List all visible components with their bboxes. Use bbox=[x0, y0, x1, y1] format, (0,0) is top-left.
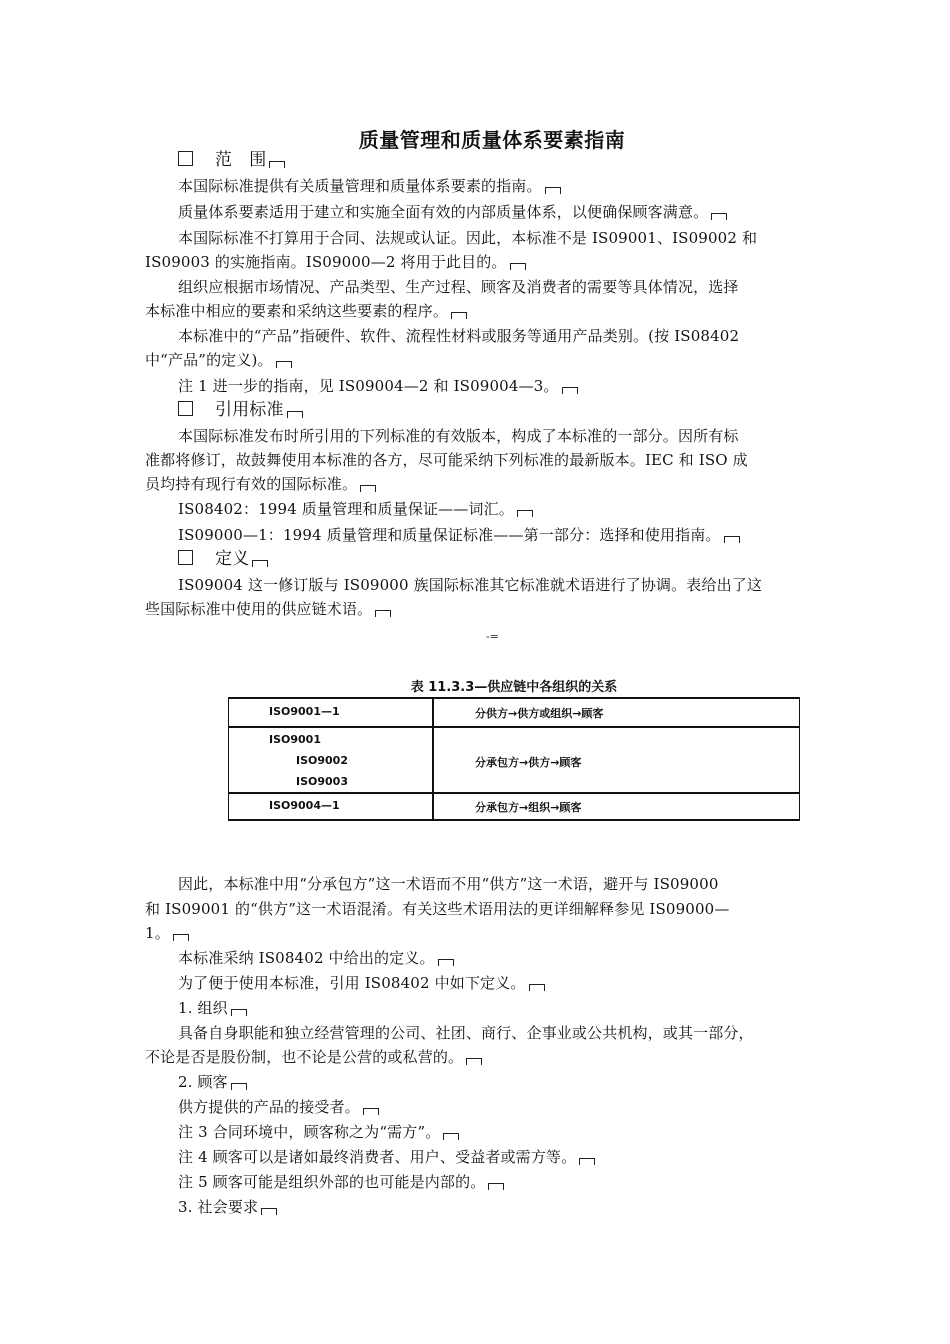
table-cell-standard: ISO9001 bbox=[269, 733, 321, 746]
paragraph: 因此，本标准中用“分承包方”这一术语而不用“供方”这一术语，避开与 IS09000 bbox=[178, 875, 719, 893]
return-mark-icon bbox=[231, 1083, 247, 1090]
paragraph: 本国际标准提供有关质量管理和质量体系要素的指南。 bbox=[178, 174, 848, 198]
return-mark-icon bbox=[360, 485, 376, 492]
row-divider bbox=[229, 726, 799, 728]
return-mark-icon bbox=[231, 1009, 247, 1016]
return-mark-icon bbox=[252, 560, 268, 567]
paragraph-continuation: 和 IS09001 的“供方”这一术语混淆。有关这些术语用法的更详细解释参见 IS09000— bbox=[145, 900, 730, 918]
paragraph: 质量体系要素适用于建立和实施全面有效的内部质量体系，以便确保顾客满意。 bbox=[178, 200, 848, 224]
return-mark-icon bbox=[517, 510, 533, 517]
paragraph-continuation: IS09003 的实施指南。IS09000—2 将用于此目的。 bbox=[145, 250, 815, 274]
section-heading-references: 引用标准 bbox=[178, 398, 848, 422]
return-mark-icon bbox=[269, 161, 285, 168]
paragraph: 供方提供的产品的接受者。 bbox=[178, 1095, 848, 1119]
table-cell-standard: ISO9002 bbox=[296, 754, 348, 767]
return-mark-icon bbox=[173, 934, 189, 941]
paragraph: 本国际标准不打算用于合同、法规或认证。因此，本标准不是 IS09001、IS09002 和 bbox=[178, 229, 758, 247]
paragraph: 具备自身职能和独立经营管理的公司、社团、商行、企事业或公共机构，或其一部分， bbox=[178, 1024, 754, 1042]
section-heading-scope: 范 围 bbox=[178, 148, 848, 172]
checkbox-icon bbox=[178, 151, 193, 166]
paragraph-continuation: 些国际标准中使用的供应链术语。 bbox=[145, 597, 815, 621]
paragraph: 为了便于使用本标准，引用 IS08402 中如下定义。 bbox=[178, 971, 848, 995]
definition-term: 1. 组织 bbox=[178, 996, 848, 1020]
row-divider bbox=[229, 792, 799, 794]
paragraph-continuation: 1。 bbox=[145, 921, 815, 945]
paragraph-continuation: 员均持有现行有效的国际标准。 bbox=[145, 472, 815, 496]
checkbox-icon bbox=[178, 550, 193, 565]
page-title: 质量管理和质量体系要素指南 bbox=[358, 128, 626, 152]
checkbox-icon bbox=[178, 401, 193, 416]
return-mark-icon bbox=[443, 1133, 459, 1140]
table-cell-standard: ISO9004—1 bbox=[269, 799, 340, 812]
return-mark-icon bbox=[510, 263, 526, 270]
table-cell-chain: 分承包方→供方→顾客 bbox=[475, 756, 582, 769]
paragraph-continuation: 本标准中相应的要素和采纳这些要素的程序。 bbox=[145, 299, 815, 323]
return-mark-icon bbox=[287, 411, 303, 418]
reference-item: IS08402：1994 质量管理和质量保证——词汇。 bbox=[178, 497, 848, 521]
definition-term: 2. 顾客 bbox=[178, 1070, 848, 1094]
table-caption: 表 11.3.3—供应链中各组织的关系 bbox=[410, 680, 618, 695]
supply-chain-table bbox=[228, 697, 800, 821]
note: 注 5 顾客可能是组织外部的也可能是内部的。 bbox=[178, 1170, 848, 1194]
paragraph: 本国际标准发布时所引用的下列标准的有效版本，构成了本标准的一部分。因所有标 bbox=[178, 427, 739, 445]
stray-mark: -= bbox=[486, 630, 499, 643]
return-mark-icon bbox=[545, 187, 561, 194]
return-mark-icon bbox=[529, 984, 545, 991]
paragraph: 本标准中的“产品”指硬件、软件、流程性材料或服务等通用产品类别。(按 IS08402 bbox=[178, 327, 740, 345]
paragraph: IS09004 这一修订版与 IS09000 族国际标准其它标准就术语进行了协调。表给出了这 bbox=[178, 576, 763, 594]
note: 注 1 进一步的指南，见 IS09004—2 和 IS09004—3。 bbox=[178, 374, 848, 398]
return-mark-icon bbox=[261, 1208, 277, 1215]
column-divider bbox=[432, 699, 434, 819]
section-heading-definitions: 定义 bbox=[178, 547, 848, 571]
return-mark-icon bbox=[562, 387, 578, 394]
return-mark-icon bbox=[363, 1108, 379, 1115]
reference-item: IS09000—1：1994 质量管理和质量保证标准——第一部分：选择和使用指南。 bbox=[178, 523, 848, 547]
return-mark-icon bbox=[579, 1158, 595, 1165]
paragraph: 本标准采纳 IS08402 中给出的定义。 bbox=[178, 946, 848, 970]
return-mark-icon bbox=[438, 959, 454, 966]
table-cell-chain: 分供方→供方或组织→顾客 bbox=[475, 707, 604, 720]
return-mark-icon bbox=[451, 312, 467, 319]
return-mark-icon bbox=[375, 610, 391, 617]
definition-term: 3. 社会要求 bbox=[178, 1195, 848, 1219]
return-mark-icon bbox=[488, 1183, 504, 1190]
paragraph: 组织应根据市场情况、产品类型、生产过程、顾客及消费者的需要等具体情况，选择 bbox=[178, 278, 739, 296]
paragraph-continuation: 中“产品”的定义)。 bbox=[145, 348, 815, 372]
paragraph-continuation: 不论是否是股份制，也不论是公营的或私营的。 bbox=[145, 1045, 815, 1069]
table-cell-standard: ISO9003 bbox=[296, 775, 348, 788]
table-cell-standard: ISO9001—1 bbox=[269, 705, 340, 718]
paragraph-continuation: 准都将修订，故鼓舞使用本标准的各方，尽可能采纳下列标准的最新版本。IEC 和 ISO 成 bbox=[145, 451, 748, 469]
return-mark-icon bbox=[276, 361, 292, 368]
note: 注 3 合同环境中，顾客称之为“需方”。 bbox=[178, 1120, 848, 1144]
table-cell-chain: 分承包方→组织→顾客 bbox=[475, 801, 582, 814]
return-mark-icon bbox=[466, 1058, 482, 1065]
return-mark-icon bbox=[724, 536, 740, 543]
return-mark-icon bbox=[711, 213, 727, 220]
note: 注 4 顾客可以是诸如最终消费者、用户、受益者或需方等。 bbox=[178, 1145, 848, 1169]
